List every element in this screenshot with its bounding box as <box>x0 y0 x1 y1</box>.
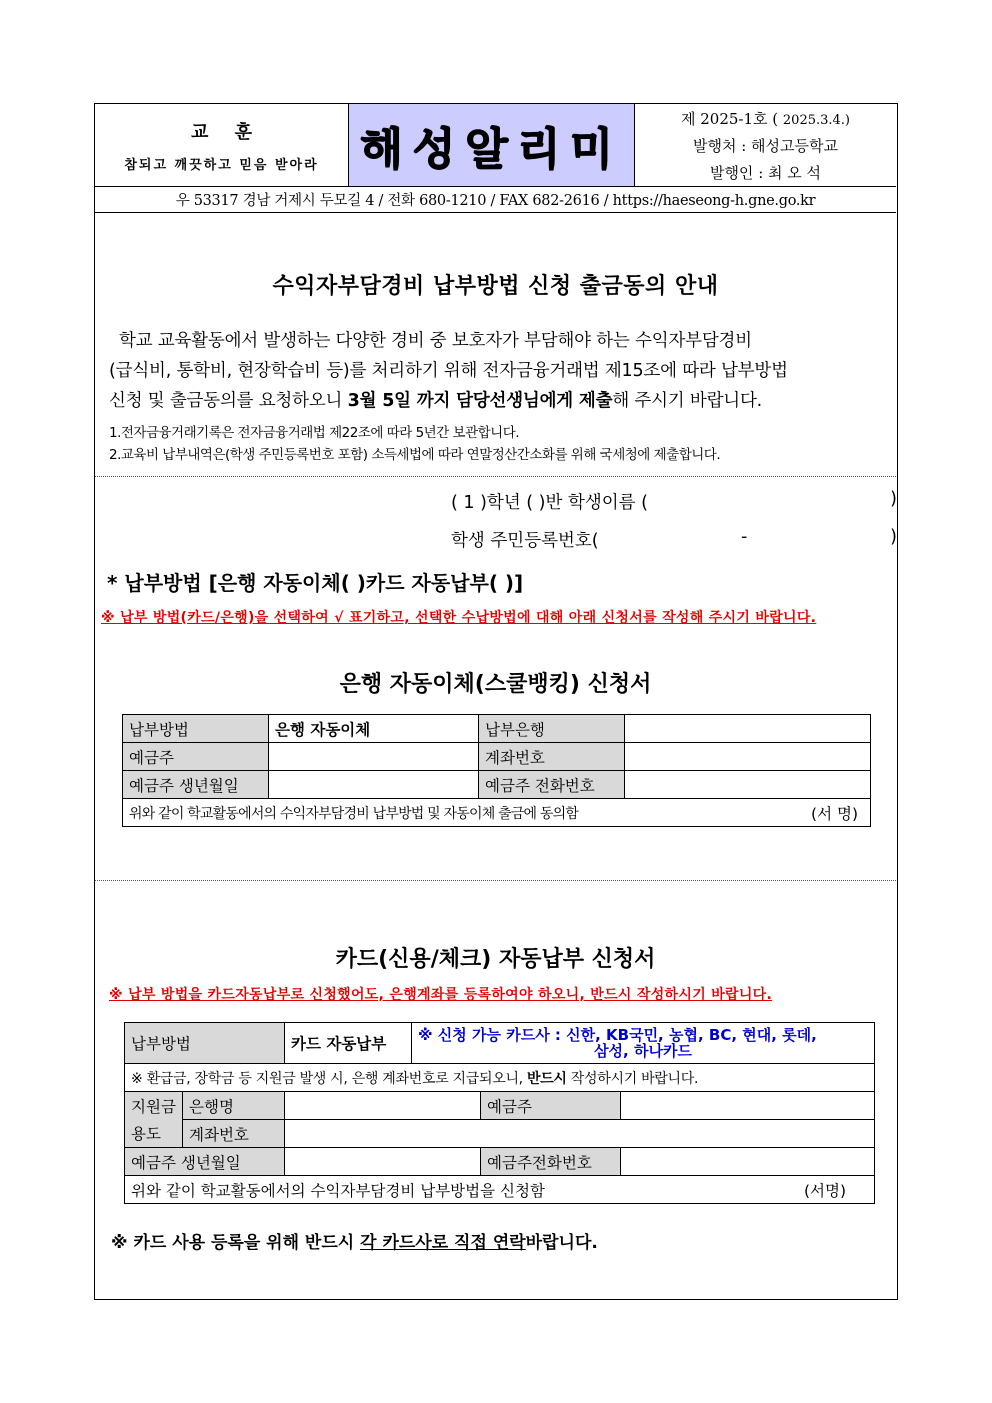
legal-note-2: 2.교육비 납부내역은(학생 주민등록번호 포함) 소득세법에 따라 연말정산간소화를 위해 국세청에 제출합니다. <box>109 447 721 463</box>
bank-name-label: 은행명 <box>183 1092 285 1120</box>
card-holder-birthdate-label: 예금주 생년월일 <box>125 1148 285 1176</box>
available-cards <box>412 1023 875 1064</box>
refund-note-emphasis: 반드시 <box>526 1070 567 1087</box>
close-paren: ) <box>890 527 897 547</box>
table-row <box>123 743 871 771</box>
card-account-number-label: 계좌번호 <box>183 1120 285 1148</box>
refund-note <box>125 1064 875 1092</box>
bank-name-input[interactable] <box>285 1092 481 1120</box>
motto-title: 교 훈 <box>190 121 263 143</box>
holder-phone-input[interactable] <box>625 771 871 799</box>
paragraph-line-1: 학교 교육활동에서 발생하는 다양한 경비 중 보호자가 부담해야 하는 수익자부담경비 <box>119 331 752 351</box>
table-row <box>125 1023 875 1064</box>
legal-note-1: 1.전자금융거래기록은 전자금융거래법 제22조에 따라 5년간 보관합니다. <box>109 425 520 441</box>
available-cards-line-2: 삼성, 하나카드 <box>594 1042 692 1060</box>
student-resident-number-field[interactable] <box>451 527 897 552</box>
card-form-title: 카드(신용/체크) 자동납부 신청서 <box>335 947 656 972</box>
available-cards-line-1: ※ 신청 가능 카드사 : 신한, KB국민, 농협, BC, 현대, 롯데, <box>418 1026 817 1044</box>
card-registration-note <box>111 1228 598 1253</box>
notice-paragraph <box>109 326 889 416</box>
payment-method-selection[interactable]: * 납부방법 [은행 자동이체( )카드 자동납부( )] <box>107 571 524 595</box>
payment-method-label: 납부방법 <box>123 715 269 743</box>
issue-date: 2025.3.4.) <box>782 112 851 128</box>
card-holder-label: 예금주 <box>481 1092 621 1120</box>
resident-number-dash: - <box>741 527 748 547</box>
payment-method-value: 은행 자동이체 <box>269 715 479 743</box>
payment-method-notice: ※ 납부 방법(카드/은행)을 선택하여 √ 표기하고, 선택한 수납방법에 대해 아래 신청서를 작성해 주시기 바랍니다. <box>101 610 817 626</box>
newsletter-title: 해성알리미 <box>360 124 623 175</box>
table-row <box>125 1148 875 1176</box>
publisher: 발행처 : 해성고등학교 <box>692 136 838 155</box>
cut-line <box>95 476 896 477</box>
issue-info <box>635 104 896 186</box>
agreement-text: 위와 같이 학교활동에서의 수익자부담경비 납부방법 및 자동이체 출금에 동의함 <box>129 805 579 822</box>
card-holder-input[interactable] <box>621 1092 875 1120</box>
holder-birthdate-input[interactable] <box>269 771 479 799</box>
final-note-text: ※ 카드 사용 등록을 위해 반드시 <box>111 1233 361 1253</box>
bank-form-title: 은행 자동이체(스쿨뱅킹) 신청서 <box>339 672 652 697</box>
close-paren: ) <box>890 489 897 509</box>
card-method-label: 납부방법 <box>125 1023 285 1064</box>
table-row <box>125 1092 875 1120</box>
table-row <box>123 771 871 799</box>
notice-title: 수익자부담경비 납부방법 신청 출금동의 안내 <box>272 274 719 299</box>
refund-note-text: ※ 환급금, 장학금 등 지원금 발생 시, 은행 계좌번호로 지급되오니, <box>131 1070 527 1087</box>
account-holder-input[interactable] <box>269 743 479 771</box>
cut-line <box>95 880 896 881</box>
paragraph-line-2: (급식비, 통학비, 현장학습비 등)를 처리하기 위해 전자금융거래법 제15조에 따라 납부방법 <box>109 361 788 381</box>
grade-class-name-label: ( 1 )학년 ( )반 학생이름 ( <box>451 493 648 513</box>
agreement-row <box>123 799 871 827</box>
deadline-highlight: 3월 5일 까지 담당선생님에게 제출 <box>347 391 613 411</box>
table-row <box>125 1176 875 1204</box>
legal-notes <box>109 422 889 466</box>
support-fund-label: 지원금 <box>125 1092 183 1120</box>
issue-number: 제 2025-1호 ( <box>680 109 779 128</box>
card-agreement-text: 위와 같이 학교활동에서의 수익자부담경비 납부방법을 신청함 <box>131 1181 545 1200</box>
motto-text: 참되고 깨끗하고 믿음 받아라 <box>124 157 319 173</box>
account-number-label: 계좌번호 <box>479 743 625 771</box>
account-number-input[interactable] <box>625 743 871 771</box>
table-row <box>125 1064 875 1092</box>
card-form-notice: ※ 납부 방법을 카드자동납부로 신청했어도, 은행계좌를 등록하여야 하오니, 반드시 작성하시기 바랍니다. <box>109 987 773 1003</box>
bank-transfer-form <box>122 714 871 827</box>
card-agreement-row <box>125 1176 875 1204</box>
holder-phone-label: 예금주 전화번호 <box>479 771 625 799</box>
newsletter-page <box>94 103 898 1300</box>
paragraph-line-3-text: 신청 및 출금동의를 요청하오니 <box>109 391 348 411</box>
final-note-end: 바랍니다. <box>525 1233 598 1253</box>
contact-address-line: 우 53317 경남 거제시 두모길 4 / 전화 680-1210 / FAX 682-2616 / https://haeseong-h.gne.go.kr <box>95 187 896 213</box>
student-grade-name-field[interactable] <box>451 489 897 514</box>
resident-number-label: 학생 주민등록번호( <box>451 531 599 551</box>
payment-bank-label: 납부은행 <box>479 715 625 743</box>
support-purpose-label: 용도 <box>125 1120 183 1148</box>
table-row <box>123 715 871 743</box>
signature-field[interactable]: (서 명) <box>811 804 858 823</box>
issuer: 발행인 : 최 오 석 <box>709 163 822 182</box>
card-signature-field[interactable]: (서명) <box>803 1181 846 1200</box>
newsletter-title-box <box>349 104 635 186</box>
refund-note-end: 작성하시기 바랍니다. <box>566 1070 699 1087</box>
table-row <box>123 799 871 827</box>
card-holder-birthdate-input[interactable] <box>285 1148 481 1176</box>
payment-bank-input[interactable] <box>625 715 871 743</box>
card-account-number-input[interactable] <box>285 1120 875 1148</box>
card-holder-phone-label: 예금주전화번호 <box>481 1148 621 1176</box>
card-payment-form <box>124 1022 875 1204</box>
issue-number-line <box>681 108 850 129</box>
final-note-underlined: 각 카드사로 직접 연락 <box>360 1233 526 1253</box>
holder-birthdate-label: 예금주 생년월일 <box>123 771 269 799</box>
table-row <box>125 1120 875 1148</box>
school-motto <box>95 104 349 186</box>
paragraph-line-3-end: 해 주시기 바랍니다. <box>612 391 763 411</box>
newsletter-header <box>95 104 896 187</box>
paragraph-line-3 <box>109 386 889 416</box>
card-holder-phone-input[interactable] <box>621 1148 875 1176</box>
account-holder-label: 예금주 <box>123 743 269 771</box>
card-method-value: 카드 자동납부 <box>285 1023 412 1064</box>
